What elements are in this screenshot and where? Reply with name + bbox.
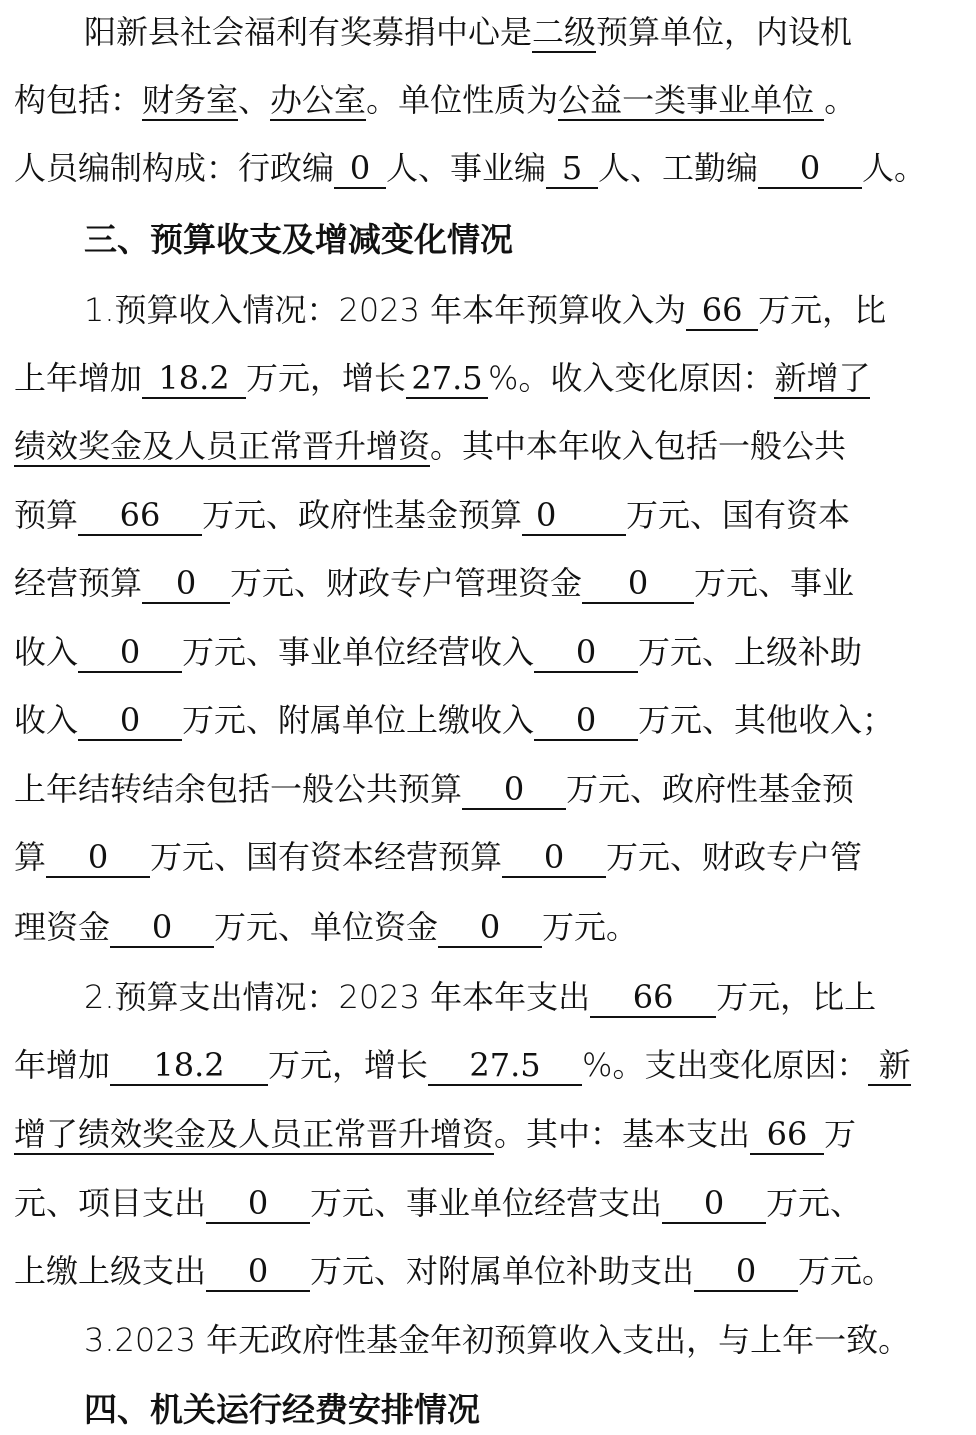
income-text: 上年结转结余包括一般公共预算 — [14, 770, 463, 808]
income-career: 0 — [78, 633, 182, 673]
income-gov-fund: 0 — [522, 496, 626, 536]
expense-project: 0 — [206, 1184, 310, 1224]
expense-text: 元、项目支出 — [14, 1184, 207, 1222]
carry-fund: 0 — [46, 838, 150, 878]
income-line-3 — [14, 421, 846, 471]
carry-special: 0 — [110, 908, 214, 948]
expense-line-5 — [14, 1246, 894, 1296]
expense-affiliated: 0 — [694, 1252, 798, 1292]
unit-nature: 公益一类事业单位 — [558, 81, 825, 119]
org-text: 人员编制构成：行政编 — [14, 149, 335, 187]
org-text: 。 — [824, 81, 857, 119]
income-subsidy: 0 — [78, 701, 182, 741]
org-text: 构包括： — [14, 81, 143, 119]
income-text: 万元、政府性基金预 — [566, 770, 855, 808]
income-text: 万元、财政专户管理资金 — [230, 564, 583, 602]
expense-line-1 — [84, 972, 876, 1022]
expense-line-2 — [14, 1040, 911, 1090]
income-line-10 — [14, 902, 638, 952]
income-text: 万元、其他收入； — [638, 701, 895, 739]
income-text: 万元、国有资本经营预算 — [150, 838, 503, 876]
expense-text: 。其中：基本支出 — [494, 1115, 751, 1153]
org-line-2 — [14, 75, 856, 125]
budget-level: 二级 — [532, 13, 597, 51]
org-text: 、 — [238, 81, 271, 119]
expense-reason-cont: 增了绩效奖金及人员正常晋升增资 — [14, 1115, 495, 1153]
income-line-4 — [14, 490, 850, 540]
income-text: 1.预算收入情况：2023 年本年预算收入为 — [84, 291, 687, 329]
staff-worker: 0 — [758, 149, 862, 189]
expense-text: 万元，比上 — [716, 978, 877, 1016]
carry-unit: 0 — [438, 908, 542, 948]
income-reason: 新增了 — [774, 359, 871, 397]
expense-text: 万元。 — [798, 1252, 895, 1290]
income-general: 66 — [78, 496, 202, 536]
income-state-capital: 0 — [142, 564, 230, 604]
income-text: 万元、附属单位上缴收入 — [182, 701, 535, 739]
expense-total: 66 — [590, 978, 716, 1018]
section-heading: 四、机关运行经费安排情况 — [84, 1390, 480, 1429]
income-text: 万元、事业单位经营收入 — [182, 633, 535, 671]
income-text: %。收入变化原因： — [488, 359, 775, 397]
expense-text: 万元、对附属单位补助支出 — [310, 1252, 695, 1290]
expense-growth: 27.5 — [428, 1046, 582, 1086]
org-text: 人、工勤编 — [598, 149, 759, 187]
fund-note: 3.2023 年无政府性基金年初预算收入支出，与上年一致。 — [84, 1321, 911, 1359]
section-heading: 三、预算收支及增减变化情况 — [84, 220, 513, 259]
income-text: 万元、财政专户管 — [606, 838, 863, 876]
income-text: 万元。 — [542, 908, 639, 946]
expense-text: 年增加 — [14, 1046, 111, 1084]
income-text: 万元、政府性基金预算 — [202, 496, 523, 534]
org-line-1 — [84, 7, 852, 57]
income-business: 0 — [534, 633, 638, 673]
income-text: 万元、上级补助 — [638, 633, 863, 671]
income-reason-cont: 绩效奖金及人员正常晋升增资 — [14, 427, 431, 465]
expense-upper: 0 — [206, 1252, 310, 1292]
income-text: 收入 — [14, 701, 79, 739]
org-text: 。单位性质为 — [366, 81, 559, 119]
expense-text: 万元、 — [766, 1184, 863, 1222]
expense-text: 万元、事业单位经营支出 — [310, 1184, 663, 1222]
dept-finance: 财务室 — [142, 81, 239, 119]
income-total: 66 — [686, 291, 758, 331]
staff-career: 5 — [546, 149, 598, 189]
expense-reason: 新 — [868, 1046, 911, 1084]
income-line-6 — [14, 627, 862, 677]
expense-line-3 — [14, 1109, 856, 1159]
income-text: 预算 — [14, 496, 79, 534]
expense-business: 0 — [662, 1184, 766, 1224]
income-special-account: 0 — [582, 564, 694, 604]
carry-state: 0 — [502, 838, 606, 878]
expense-text: 万 — [824, 1115, 857, 1153]
expense-text: 2.预算支出情况：2023 年本年支出 — [84, 978, 591, 1016]
income-growth: 27.5 — [406, 359, 488, 399]
income-text: 万元、国有资本 — [626, 496, 851, 534]
carry-general: 0 — [462, 770, 566, 810]
income-text: 万元、事业 — [694, 564, 855, 602]
staff-admin: 0 — [334, 149, 386, 189]
income-text: 算 — [14, 838, 47, 876]
dept-office: 办公室 — [270, 81, 367, 119]
org-text: 阳新县社会福利有奖募捐中心是 — [84, 13, 533, 51]
income-line-8 — [14, 764, 854, 814]
income-line-1 — [84, 285, 886, 335]
org-text: 人。 — [862, 149, 927, 187]
expense-text: %。支出变化原因： — [582, 1046, 869, 1084]
income-increase: 18.2 — [142, 359, 246, 399]
income-affiliated: 0 — [534, 701, 638, 741]
income-text: 万元，比 — [758, 291, 887, 329]
org-line-3 — [14, 143, 926, 193]
org-text: 预算单位，内设机 — [596, 13, 853, 51]
org-text: 人、事业编 — [386, 149, 547, 187]
expense-text: 上缴上级支出 — [14, 1252, 207, 1290]
income-text: 万元，增长 — [246, 359, 407, 397]
income-text: 。其中本年收入包括一般公共 — [430, 427, 847, 465]
income-text: 万元、单位资金 — [214, 908, 439, 946]
expense-line-4 — [14, 1178, 862, 1228]
expense-basic: 66 — [750, 1115, 824, 1155]
income-text: 理资金 — [14, 908, 111, 946]
income-line-2 — [14, 353, 870, 403]
income-line-5 — [14, 558, 854, 608]
income-text: 上年增加 — [14, 359, 143, 397]
income-text: 收入 — [14, 633, 79, 671]
income-line-7 — [14, 695, 894, 745]
expense-text: 万元，增长 — [268, 1046, 429, 1084]
income-line-9 — [14, 832, 862, 882]
expense-increase: 18.2 — [110, 1046, 268, 1086]
income-text: 经营预算 — [14, 564, 143, 602]
